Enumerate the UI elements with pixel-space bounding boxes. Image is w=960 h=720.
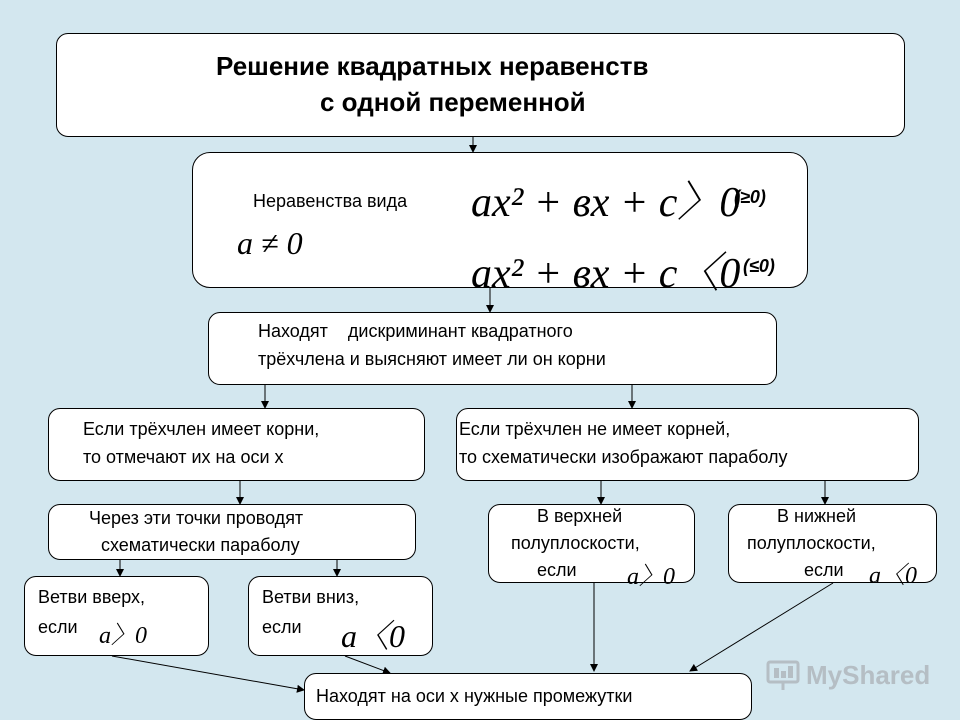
no-roots-box <box>456 408 919 481</box>
condition-a-nonzero: a ≠ 0 <box>237 225 303 261</box>
branches-up-condition: a〉0 <box>99 623 147 649</box>
upper-half-line-3: если <box>537 560 577 580</box>
no-roots-line-1: Если трёхчлен не имеет корней, <box>459 419 731 439</box>
title-box <box>56 33 905 137</box>
draw-parabola-box <box>48 504 416 560</box>
lower-half-line-2: полуплоскости, <box>747 533 876 553</box>
arrow-up-to-result <box>112 656 304 690</box>
branches-down-condition: a〈0 <box>341 618 406 654</box>
branches-up-line-1: Ветви вверх, <box>38 587 146 607</box>
forms-label: Неравенства вида <box>253 191 408 211</box>
forms-box <box>192 152 808 297</box>
upper-half-line-2: полуплоскости, <box>511 533 640 553</box>
discriminant-box <box>208 312 777 385</box>
arrow-lower-to-result <box>690 583 833 671</box>
branches-down-box <box>248 576 433 656</box>
branches-down-line-2: если <box>262 617 302 637</box>
arrow-down-to-result <box>345 656 390 673</box>
discriminant-line-1: Находят дискриминант квадратного <box>258 321 573 341</box>
branches-up-box <box>24 576 209 656</box>
branches-down-line-1: Ветви вниз, <box>262 587 360 607</box>
has-roots-line-2: то отмечают их на оси х <box>83 447 284 467</box>
upper-half-box <box>488 504 695 590</box>
lower-half-box <box>728 504 937 589</box>
expression-greater: ax² + вx + c〉0 <box>471 180 741 226</box>
title-line-1: Решение квадратных неравенств <box>216 51 649 81</box>
presentation-icon <box>766 658 800 692</box>
lower-half-line-3: если <box>804 560 844 580</box>
title-line-2: с одной переменной <box>320 87 586 117</box>
upper-half-line-1: В верхней <box>537 506 623 526</box>
draw-parabola-line-2: схематически параболу <box>101 535 300 555</box>
result-text: Находят на оси х нужные промежутки <box>316 686 633 706</box>
expression-less: ax² + вx + c〈0 <box>471 251 741 297</box>
has-roots-line-1: Если трёхчлен имеет корни, <box>83 419 320 439</box>
result-box <box>304 673 752 720</box>
no-roots-line-2: то схематически изображают параболу <box>459 447 788 467</box>
lower-half-line-1: В нижней <box>777 506 857 526</box>
has-roots-box <box>48 408 425 481</box>
note-greater-equal: (≥0) <box>734 187 766 207</box>
lower-half-condition: a〈0 <box>869 563 917 589</box>
watermark-text: MyShared <box>806 660 931 690</box>
draw-parabola-line-1: Через эти точки проводят <box>89 508 304 528</box>
note-less-equal: (≤0) <box>743 256 775 276</box>
upper-half-condition: a〉0 <box>627 564 675 590</box>
branches-up-line-2: если <box>38 617 78 637</box>
discriminant-line-2: трёхчлена и выясняют имеет ли он корни <box>258 349 606 369</box>
